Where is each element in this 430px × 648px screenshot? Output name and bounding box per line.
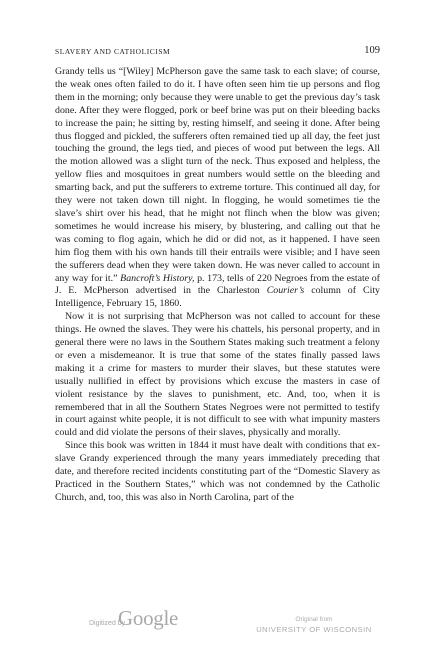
text-run: Grandy tells us “[Wiley] McPherson gave the same task to each slave; of course, the weak ones often failed to do it. I have often seen him tie up persons and flog them in the morning; only because they were unable to get the previous day’s task done. After they were flogged, pork or beef brine was put on their bleeding backs to increase the pain; he sitting by, resting himself, and seeing it done. After being thus flogged and pickled, the sufferers often remained tied up all day, the feet just touching the ground, the legs tied, and pieces of wood put between the legs. All the motion allowed was a slight turn of the neck. Thus exposed and helpless, the yellow flies and mosquitoes in great numbers would settle on the bleeding and smarting back, and put the sufferers to extreme torture. This continued all day, for they were not taken down till night. In flogging, he would sometimes tie the slave’s shirt over his head, that he might not flinch when the blow was given; sometimes he would increase his misery, by blustering, and calling out that he was coming to flog again, which he did or did not, as it happened. I have seen him flog them with his own hands till their entrails were visible; and I have seen the sufferers dead when they were taken down. He was never called to account in any way for it.”: [55, 66, 380, 284]
google-logo: Google: [118, 606, 179, 630]
text-run: p. 173, tells of 220 Negroes from the estate of J. E. McPherson advertised in the Charleston: [55, 272, 380, 297]
running-title: SLAVERY AND CATHOLICISM: [55, 47, 171, 56]
running-head: [55, 45, 380, 59]
original-from-label: Original from: [295, 616, 333, 623]
paragraph: [55, 440, 380, 505]
text-run: Now it is not surprising that McPherson was not called to account for these things. He owned the slaves. They were his chattels, his personal property, and in general there were no laws in the Southern States making such treatment a felony or even a misdemeanor. It is true that some of the states finally passed laws making it a crime for masters to murder their slaves, but these statutes were usually nullified in effect by provisions which excuse the masters in case of violent resistance by the slaves to punishment, etc. And, too, when it is remembered that in all the Southern States Negroes were not permitted to testify in court against white people, it is not difficult to see with what impunity masters could and did violate the persons of their slaves, physically and morally.: [55, 311, 380, 439]
newspaper-title-italic: Courier’s: [266, 285, 305, 297]
digitized-by-label: Digitized by: [89, 620, 126, 627]
library-name: UNIVERSITY OF WISCONSIN: [256, 625, 372, 634]
paragraph: [55, 311, 380, 440]
page-number: 109: [364, 45, 380, 56]
text-run: column of City Intelligence, February 15, 1860.: [55, 285, 380, 310]
body-text: [55, 66, 380, 505]
text-run: Since this book was written in 1844 it must have dealt with conditions that ex-slave Grandy experienced through the many years immediately preceding that date, and therefore recited incidents constituting part of the “Domestic Slavery as Practiced in the Southern States,” which was not condemned by the Catholic Church, and, too, this was also in North Carolina, part of the: [55, 440, 380, 503]
digitization-footer: [0, 604, 430, 640]
paragraph: [55, 66, 380, 311]
book-title-italic: Bancroft’s History,: [120, 272, 195, 284]
